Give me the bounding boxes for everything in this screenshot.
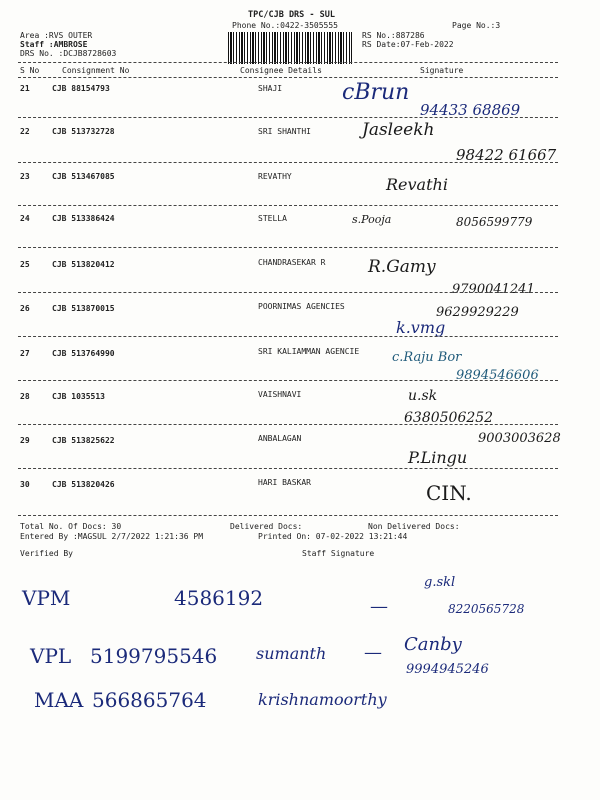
row-divider — [18, 162, 558, 163]
handwritten-phone: 6380506252 — [404, 410, 494, 426]
row-divider — [18, 292, 558, 293]
col-signature: Signature — [420, 66, 464, 75]
printed-on: Printed On: 07-02-2022 13:21:44 — [258, 532, 408, 541]
handwritten-signature: s.Pooja — [352, 213, 392, 226]
row-consignee: SRI KALIAMMAN AGENCIE — [258, 347, 360, 356]
staff-label: Staff :AMBROSE — [20, 40, 88, 49]
row-consignment: CJB 513825622 — [52, 436, 115, 445]
staff-signature-label: Staff Signature — [302, 549, 375, 558]
row-divider — [18, 247, 558, 248]
col-consignee: Consignee Details — [240, 66, 322, 75]
row-consignment: CJB 513764990 — [52, 349, 115, 358]
row-consignment: CJB 513732728 — [52, 127, 115, 136]
verified-by: Verified By — [20, 549, 73, 558]
handwritten-signature: R.Gamy — [368, 257, 436, 277]
row-divider — [18, 117, 558, 118]
note-signature-name: krishnamoorthy — [258, 690, 387, 709]
note-code: MAA — [34, 688, 84, 712]
barcode — [228, 32, 352, 64]
dash-mark: — — [364, 642, 382, 663]
row-consignment: CJB 513820426 — [52, 480, 115, 489]
doc-title: TPC/CJB DRS - SUL — [248, 10, 335, 20]
handwritten-phone: 9790041241 — [452, 282, 535, 297]
handwritten-phone: 9894546606 — [456, 368, 539, 383]
row-consignee: POORNIMAS AGENCIES — [258, 302, 345, 311]
handwritten-phone: 8056599779 — [456, 215, 533, 229]
handwritten-signature: Revathi — [386, 175, 448, 194]
handwritten-signature: k.vmg — [396, 318, 446, 337]
row-consignment: CJB 513386424 — [52, 214, 115, 223]
handwritten-phone: 9629929229 — [436, 305, 519, 320]
note-number: 566865764 — [92, 688, 207, 712]
row-consignee: CHANDRASEKAR R — [258, 258, 326, 267]
note-signature: g.skl — [424, 575, 456, 590]
note-code: VPL — [30, 644, 72, 668]
note-phone: 8220565728 — [448, 602, 525, 616]
dash-mark: — — [370, 596, 388, 617]
handwritten-signature: Jasleekh — [362, 120, 435, 140]
row-consignee: ANBALAGAN — [258, 434, 302, 443]
row-consignee: STELLA — [258, 214, 287, 223]
drs-number: DRS No. :DCJB8728603 — [20, 49, 117, 58]
note-number: 5199795546 — [90, 644, 218, 668]
row-sno: 21 — [20, 84, 30, 93]
entered-by: Entered By :MAGSUL 2/7/2022 1:21:36 PM — [20, 532, 204, 541]
row-consignee: VAISHNAVI — [258, 390, 302, 399]
row-sno: 29 — [20, 436, 30, 445]
note-number: 4586192 — [174, 586, 264, 610]
total-docs: Total No. Of Docs: 30 — [20, 522, 122, 531]
row-sno: 22 — [20, 127, 30, 136]
row-consignee: REVATHY — [258, 172, 292, 181]
col-consignment: Consignment No — [62, 66, 130, 75]
row-consignment: CJB 513820412 — [52, 260, 115, 269]
row-consignment: CJB 1035513 — [52, 392, 105, 401]
delivered-docs: Delivered Docs: — [230, 522, 303, 531]
non-delivered-docs: Non Delivered Docs: — [368, 522, 460, 531]
phone-number: Phone No.:0422-3505555 — [232, 21, 338, 30]
row-consignment: CJB 88154793 — [52, 84, 110, 93]
row-consignee: HARI BASKAR — [258, 478, 311, 487]
divider — [18, 62, 558, 63]
row-consignee: SRI SHANTHI — [258, 127, 311, 136]
handwritten-phone: 94433 68869 — [420, 101, 521, 119]
handwritten-phone: 9003003628 — [478, 431, 561, 446]
rs-number: RS No.:887286 — [362, 31, 425, 40]
row-divider — [18, 336, 558, 337]
row-consignee: SHAJI — [258, 84, 283, 93]
row-sno: 25 — [20, 260, 30, 269]
row-sno: 24 — [20, 214, 30, 223]
row-divider — [18, 205, 558, 206]
handwritten-signature: c.Raju Bor — [392, 350, 462, 365]
rs-date: RS Date:07-Feb-2022 — [362, 40, 454, 49]
row-divider — [18, 468, 558, 469]
row-divider — [18, 424, 558, 425]
row-sno: 26 — [20, 304, 30, 313]
row-divider — [18, 380, 558, 381]
note-signature-name: sumanth — [256, 644, 327, 663]
row-sno: 23 — [20, 172, 30, 181]
handwritten-signature: u.sk — [408, 388, 438, 404]
note-phone: 9994945246 — [406, 662, 489, 677]
page-number: Page No.:3 — [452, 21, 501, 30]
col-sno: S No — [20, 66, 40, 75]
handwritten-phone: 98422 61667 — [456, 146, 557, 164]
row-sno: 30 — [20, 480, 30, 489]
handwritten-signature: CIN. — [426, 481, 472, 505]
row-sno: 27 — [20, 349, 30, 358]
row-consignment: CJB 513467085 — [52, 172, 115, 181]
area-label: Area :RVS OUTER — [20, 31, 93, 40]
row-sno: 28 — [20, 392, 30, 401]
row-consignment: CJB 513870015 — [52, 304, 115, 313]
divider — [18, 77, 558, 78]
note-code: VPM — [22, 586, 71, 610]
handwritten-signature: P.Lingu — [408, 448, 468, 467]
handwritten-signature: cBrun — [342, 80, 410, 105]
staff-scribble: Canby — [404, 634, 462, 655]
row-divider — [18, 515, 558, 516]
